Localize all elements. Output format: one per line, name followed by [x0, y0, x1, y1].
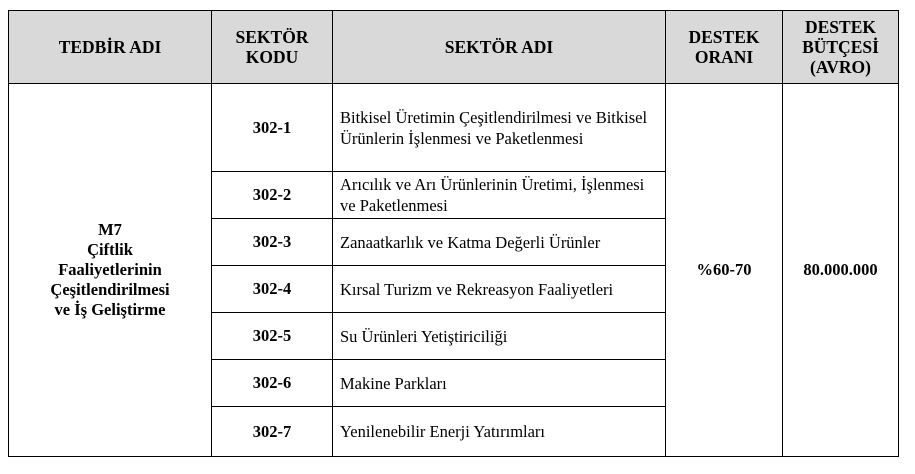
- sector-name-cell: Zanaatkarlık ve Katma Değerli Ürünler: [333, 219, 666, 266]
- sector-name-cell: Bitkisel Üretimin Çeşitlendirilmesi ve Bitkisel Ürünlerin İşlenmesi ve Paketlenmesi: [333, 84, 666, 172]
- sector-code-cell: 302-2: [212, 172, 333, 219]
- sector-name-cell: Kırsal Turizm ve Rekreasyon Faaliyetleri: [333, 266, 666, 313]
- header-line: ORANI: [694, 47, 754, 67]
- header-sektor-adi: [333, 11, 666, 84]
- table-header-row: [9, 11, 899, 84]
- measure-name-cell: [9, 84, 212, 457]
- header-line: DESTEK: [688, 27, 760, 47]
- support-budget-cell: 80.000.000: [783, 84, 899, 457]
- sector-name-cell: Yenilenebilir Enerji Yatırımları: [333, 407, 666, 457]
- header-line: (AVRO): [810, 57, 871, 77]
- measure-table: [8, 10, 899, 457]
- measure-name-line: M7: [98, 220, 122, 239]
- table-row: [9, 84, 899, 172]
- header-line: SEKTÖR: [235, 27, 309, 47]
- header-line: DESTEK: [805, 17, 876, 37]
- sector-name-cell: Su Ürünleri Yetiştiriciliği: [333, 313, 666, 360]
- measure-name-line: Faaliyetlerinin: [58, 260, 162, 279]
- header-line: SEKTÖR ADI: [444, 37, 554, 57]
- sector-code-cell: 302-6: [212, 360, 333, 407]
- header-line: KODU: [245, 47, 299, 67]
- measure-name-line: Çiftlik: [87, 240, 133, 259]
- sector-code-cell: 302-3: [212, 219, 333, 266]
- sector-name-cell: Arıcılık ve Arı Ürünlerinin Üretimi, İşlenmesi ve Paketlenmesi: [333, 172, 666, 219]
- header-destek-orani: [666, 11, 783, 84]
- header-destek-butcesi: [783, 11, 899, 84]
- header-line: BÜTÇESİ: [802, 37, 879, 57]
- sector-code-cell: 302-4: [212, 266, 333, 313]
- header-tedbir-adi: [9, 11, 212, 84]
- measure-name-line: Çeşitlendirilmesi: [50, 280, 170, 299]
- measure-name-line: ve İş Geliştirme: [54, 300, 166, 319]
- sector-code-cell: 302-1: [212, 84, 333, 172]
- sector-code-cell: 302-7: [212, 407, 333, 457]
- support-rate-cell: %60-70: [666, 84, 783, 457]
- header-sektor-kodu: [212, 11, 333, 84]
- sector-name-cell: Makine Parkları: [333, 360, 666, 407]
- sector-code-cell: 302-5: [212, 313, 333, 360]
- header-line: TEDBİR ADI: [58, 37, 162, 57]
